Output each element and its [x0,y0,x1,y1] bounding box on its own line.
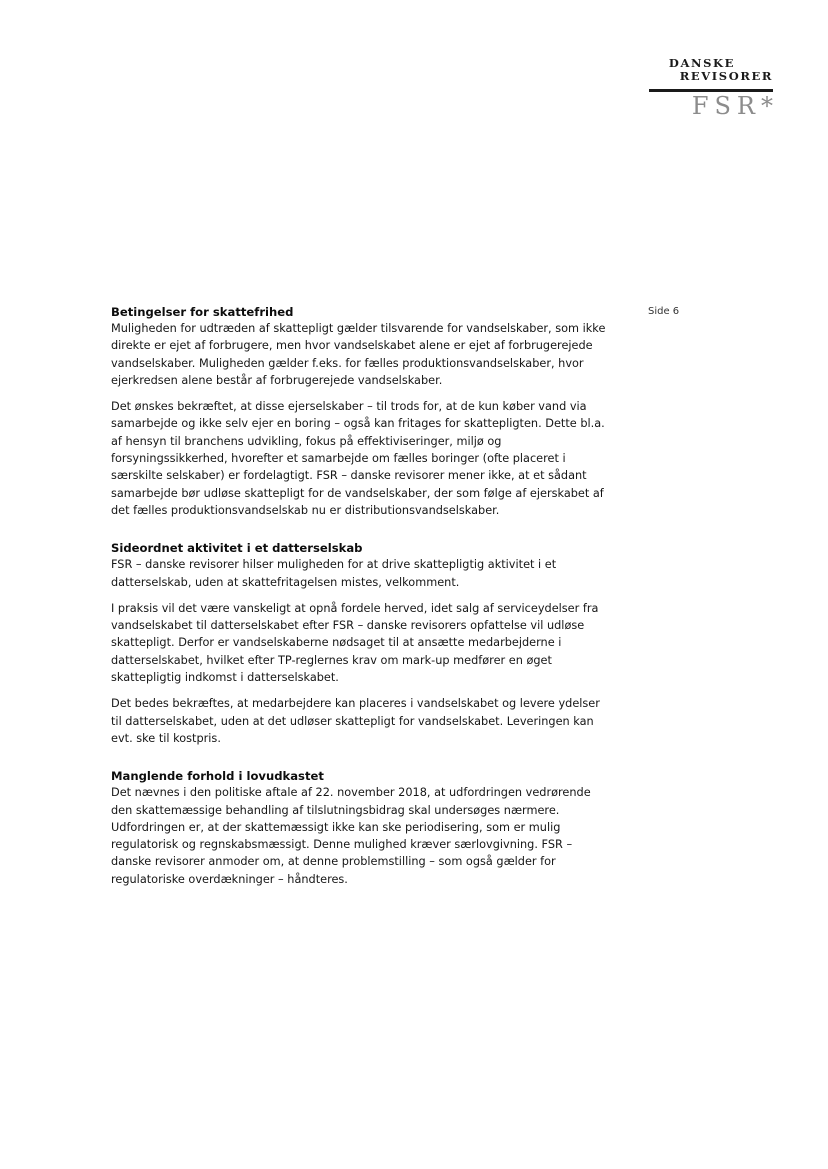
document-body [111,304,611,909]
section-heading: Manglende forhold i lovudkastet [111,769,324,784]
logo-line-danske: DANSKE [668,56,735,70]
section-betingelser [111,304,611,519]
fsr-logo [643,56,779,120]
logo-line-revisorer: REVISORER [679,69,773,83]
paragraph: Det nævnes i den politiske aftale af 22. november 2018, at udfordringen vedrørende den skattemæssige behandling af tilslutningsbidrag skal undersøges nærmere. Udfordringen er, at der skattemæssigt ikke kan ske periodisering, som er mulig regulatorisk og regnskabsmæssigt. Denne mulighed kræver særlovgivning. FSR – danske revisorer anmoder om, at denne problemstilling – som også gælder for regulatoriske overdækninger – håndteres. [111,786,591,886]
paragraph: Det ønskes bekræftet, at disse ejerselskaber – til trods for, at de kun køber vand via samarbejde og ikke selv ejer en boring – også kan fritages for skattepligten. Dette bl.a. af hensyn til branchens udvikling, fokus på effektiviseringer, miljø og forsyningssikkerhed, hvorefter et samarbejde om fælles boringer (ofte placeret i særskilte selskaber) er fordelagtigt. FSR – danske revisorer mener ikke, at et sådant samarbejde bør udløse skattepligt for de vandselskaber, der som følge af ejerskabet af det fælles produktionsvandselskab nu er distributionsvandselskaber. [111,400,605,517]
paragraph: Muligheden for udtræden af skattepligt gælder tilsvarende for vandselskaber, som ikke direkte er ejet af forbrugere, men hvor vandselskabet alene er ejet af forbrugerejede vandselskaber. Muligheden gælder f.eks. for fælles produktionsvandselskaber, hvor ejerkredsen alene består af forbrugerejede vandselskaber. [111,322,606,387]
section-heading: Betingelser for skattefrihed [111,305,294,319]
logo-brand-mark: FSR* [691,92,779,120]
paragraph: I praksis vil det være vanskeligt at opnå fordele herved, idet salg af serviceydelser fra vandselskabet til datterselskabet efter FSR – danske revisorers opfattelse vil udløse skattepligt. Derfor er vandselskaberne nødsaget til at ansætte medarbejderne i datterselskabet, hvilket efter TP-reglernes krav om mark-up medfører en øget skattepligtig indkomst i datterselskabet. [111,601,599,685]
section-heading: Sideordnet aktivitet i et datterselskab [111,541,363,556]
page-number: Side 6 [648,306,680,317]
section-sideordnet [111,540,611,747]
section-manglende [111,768,611,888]
paragraph: Det bedes bekræftes, at medarbejdere kan placeres i vandselskabet og levere ydelser til datterselskabet, uden at det udløser skattepligt for vandselskabet. Leveringen kan evt. ske til kostpris. [111,697,600,745]
paragraph: FSR – danske revisorer hilser muligheden for at drive skattepligtig aktivitet i et datterselskab, uden at skattefritagelsen mistes, velkomment. [111,558,557,589]
